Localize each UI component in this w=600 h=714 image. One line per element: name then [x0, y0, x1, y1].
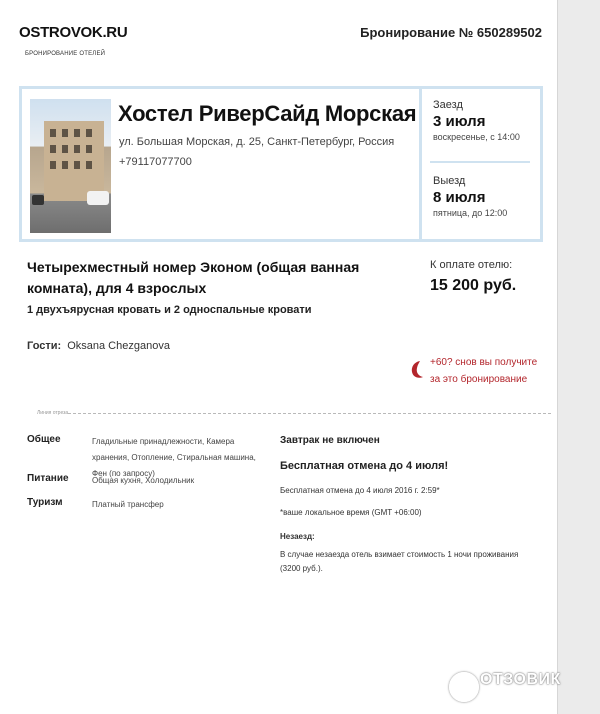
- hotel-card: [19, 86, 543, 242]
- noshow-text: В случае незаезда отель взимает стоимость 1 ночи проживания (3200 руб.).: [280, 550, 519, 573]
- site-logo: OSTROVOK.RU: [19, 24, 128, 41]
- amenity-key: Общее: [27, 434, 61, 445]
- room-beds: 1 двухъярусная кровать и 2 односпальные кровати: [27, 304, 312, 316]
- guest-name: Oksana Chezganova: [67, 340, 170, 352]
- hotel-address: ул. Большая Морская, д. 25, Санкт-Петербург, Россия: [119, 136, 395, 148]
- separator-label: Линия отреза: [37, 410, 69, 416]
- amenity-key: Питание: [27, 473, 69, 484]
- payment-amount: 15 200 руб.: [430, 277, 517, 294]
- breakfast-status: Завтрак не включен: [280, 435, 380, 446]
- noshow-label: Незаезд:: [280, 532, 315, 541]
- amenity-key: Туризм: [27, 497, 63, 508]
- logo-subtitle: БРОНИРОВАНИЕ ОТЕЛЕЙ: [25, 51, 106, 57]
- moon-icon: [410, 360, 426, 380]
- checkin-date: 3 июля: [433, 113, 486, 130]
- guests-label: Гости:: [27, 340, 62, 352]
- cancel-detail: Бесплатная отмена до 4 июля 2016 г. 2:59*: [280, 486, 440, 495]
- booking-number: Бронирование № 650289502: [360, 25, 542, 40]
- card-divider: [419, 89, 422, 239]
- watermark-text: ОТЗОВИК: [480, 671, 561, 688]
- amenity-value: Платный трансфер: [92, 500, 164, 509]
- room-title: Четырехместный номер Эконом (общая ванная комната), для 4 взрослых: [27, 259, 360, 296]
- checkin-label: Заезд: [433, 99, 463, 111]
- checkout-label: Выезд: [433, 175, 466, 187]
- checkout-date: 8 июля: [433, 189, 486, 206]
- payment-label: К оплате отелю:: [430, 259, 513, 271]
- hotel-name: Хостел РиверСайд Морская: [118, 101, 417, 126]
- free-cancel-title: Бесплатная отмена до 4 июля!: [280, 460, 449, 472]
- hotel-phone: +79117077700: [119, 156, 192, 168]
- watermark-icon: [449, 672, 479, 702]
- guests-line: [27, 340, 170, 352]
- time-note: *ваше локальное время (GMT +06:00): [280, 508, 422, 517]
- bonus-text: +60? снов вы получите за это бронирование: [430, 357, 538, 385]
- amenity-value: Общая кухня, Холодильник: [92, 476, 195, 485]
- checkout-block: [433, 175, 507, 218]
- dates-divider: [430, 161, 530, 163]
- cut-line: [68, 413, 551, 414]
- checkin-detail: воскресенье, с 14:00: [433, 132, 520, 142]
- checkin-block: [433, 99, 520, 142]
- hotel-photo: [30, 99, 111, 233]
- amenity-value: Гладильные принадлежности, Камера хранения, Отопление, Стиральная машина, Фен (по запросу): [92, 437, 256, 478]
- checkout-detail: пятница, до 12:00: [433, 208, 508, 218]
